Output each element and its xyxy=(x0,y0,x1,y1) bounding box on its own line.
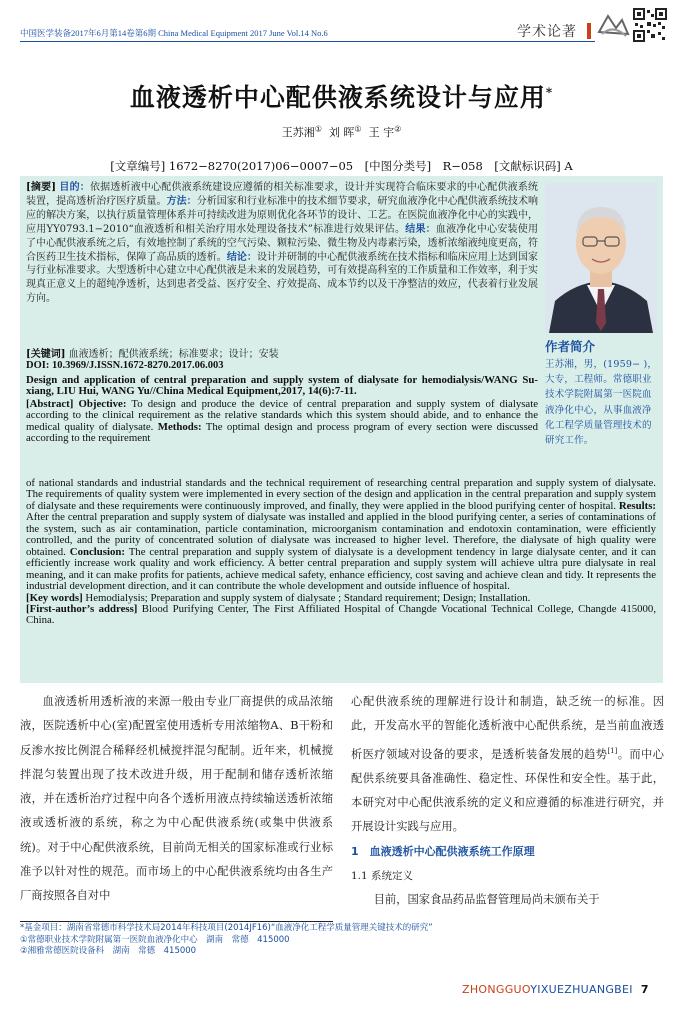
article-title: 血液透析中心配供液系统设计与应用* xyxy=(129,83,554,112)
qr-code-icon xyxy=(633,8,667,42)
journal-name-part: YIXUEZHUANGBEI xyxy=(530,983,633,996)
section-heading: 1 血液透析中心配供液系统工作原理 xyxy=(351,844,535,858)
author-intro-heading: 作者简介 xyxy=(545,339,596,354)
subsection-heading: 1.1 系统定义 xyxy=(351,869,414,882)
author-name: 刘 晖 xyxy=(328,126,355,139)
footnote-funding: *基金项目：湖南省常德市科学技术局2014年科技项目(2014JF16)“血液净化工程学质量管理关键技术的研究” xyxy=(20,923,433,933)
journal-logo-icon xyxy=(596,12,630,40)
first-author-address: [First-author’s address] Blood Purifying Center, The First Affiliated Hospital of Changde Vocational Technical College, Changde 415000, China. xyxy=(26,602,657,627)
footnote-affiliation: ①常德职业技术学院附属第一医院血液净化中心 湖南 常德 415000 xyxy=(20,934,290,945)
body-paragraph: 血液透析用透析液的来源一般由专业厂商提供的成品浓缩液，医院透析中心(室)配置室使用透析专用浓缩物A、B干粉和反渗水按比例混合稀释经机械搅拌混匀配制。近年来，机械搅拌混匀装置出现了技术改进升级，用于配制和储存透析浓缩液，并在透析治疗过程中向各个透析用液点持续输送透析浓缩液或透析液的系统，称之为中心配供液系统(或集中供液系统)。对于中心配供液系统，目前尚无相关的国家标准或行业标准予以针对性的规范。而市场上的中心配供液系统均由各生产厂商按照各自对中 xyxy=(20,695,333,903)
running-header: 中国医学装备2017年6月第14卷第6期 China Medical Equipment 2017 June Vol.14 No.6 xyxy=(20,28,328,38)
doi: DOI: 10.3969/J.ISSN.1672-8270.2017.06.003 xyxy=(26,360,224,371)
english-keywords: [Key words] Hemodialysis; Preparation and supply system of dialysate ; Standard requirement; Design; Installation. xyxy=(26,591,531,604)
body-paragraph: 目前，国家食品药品监督管理局尚未颁布关于 xyxy=(373,893,600,907)
author-name: 王苏湘 xyxy=(281,126,315,139)
page-number: 7 xyxy=(640,983,649,996)
journal-name-part: ZHONGGUO xyxy=(462,983,531,996)
chinese-keywords: [关键词] 血液透析；配供液系统；标准要求；设计；安装 xyxy=(26,349,279,360)
article-meta: [文章编号] 1672−8270(2017)06−0007−05 [中图分类号] R−058 [文献标识码] A xyxy=(110,159,573,173)
body-column-left xyxy=(20,690,333,909)
methods-continued: of national standards and industrial standards and the technical requirement of researching central preparation and supply system of dialysate. The requirements of quality system were implemented in every section of the design and application in the central preparation and supply system of dialysate and these requirements were continuously improved, and finally, they were applied in the blood purifying center of hospital. xyxy=(26,477,656,512)
author-intro-text: 王苏湘，男，(1959− )，大专，工程师。常德职业技术学院附属第一医院血液净化中心，从事血液净化工程学质量管理技术的研究工作。 xyxy=(545,359,658,447)
body-paragraph: 心配供液系统的理解进行设计和制造，缺乏统一的标准。因此，开发高水平的智能化透析液中心配供系统，是当前血液透析医疗领域对设备的要求，是透析装备发展的趋势[1]。而中心配供系统要具备准确性、稳定性、环保性和安全性。基于此，本研究对中心配供液系统的定义和应遵循的标准进行研究，并开展设计实践与应用。 xyxy=(351,695,664,834)
reference-mark: [1] xyxy=(607,746,618,755)
footnote-affiliation: ②湘雅常德医院设备科 湖南 常德 415000 xyxy=(20,946,197,956)
author-photo xyxy=(545,183,657,333)
section-label: 学术论著 xyxy=(517,24,577,40)
footnote-rule xyxy=(20,921,333,922)
author-list: 王苏湘① 刘 晖① 王 宇② xyxy=(281,124,402,139)
chinese-abstract: [摘要] 目的：依据透析液中心配供液系统建设应遵循的相关标准要求，设计并实现符合临床要求的中心配供液系统装置，提高透析治疗医疗质量。方法：分析国家和行业标准中的技术细节要求，研究血液净化中心配供液系统技术响应的解决方案，以执行质量管理体系并可持续改进为原则优化各环节的设计、工艺。在医院血液净化中心的实践中，应用YY0793.1−2010“血液透析和相关治疗用水处理设备技术”标准进行效果评估。结果：血液净化中心安装使用了中心配供液系统之后，有效地控制了系统的空气污染、颗粒污染、微生物及内毒素污染，透析浓缩液纯度更高，符合医药卫生技术指标，保障了高品质的透析。结论：设计并研制的中心配供液系统在技术指标和临床应用上达到国家与行业标准要求。大型透析中心建立中心配供液是未来的发展趋势，可有效提高科室的工作质量和工作效率，利于实现真正意义上的超纯净透析，达到患者受益、医疗安全、疗效提高、成本节约以及干净整洁的效应，代表着行业发展方向。 xyxy=(26,182,539,305)
english-abstract: Design and application of central preparation and supply system of dialysate for hemodialysis/WANG Su-xiang, LIU Hui, WANG Yu//China Medical Equipment,2017, 14(6):7-11. [Abstract] Objective: To design and produce the device of central preparation and supply system of dialysate according to the clinical requirement as the relative standards which this system should abide, and to enhance the medical quality of dialysate. Methods: The optimal design and process program of every section were discussed according to the requirement xyxy=(26,374,539,445)
citation: Design and application of central preparation and supply system of dialysate for hemodialysis/WANG Su-xiang, LIU Hui, WANG Yu//China Medical Equipment,2017, 14(6):7-11. xyxy=(26,374,538,398)
header-rule xyxy=(20,41,595,42)
page-footer xyxy=(462,983,649,996)
english-abstract-continued: of national standards and industrial standards and the technical requirement of researching central preparation and supply system of dialysate. The requirements of quality system were implemented in every section of the design and application in the central preparation and supply system of dialysate and these requirements were continuously improved, and finally, they were applied in the blood purifying center of hospital. Results: After the central preparation and supply system of dialysate was installed and applied in the blood purifying center, a series of contaminations of the system, such as air contamination, particle contamination, microorganism contamination and endotoxin contamination, were efficiently controlled, and the purity of concentrated solution of dialysate was increased to higher level. Therefore, the dialysate of high quality were obtained. Conclusion: The central preparation and supply system of dialysate is a development tendency in large dialysate center, and it can efficiently increase work quality and work efficiency. A better central preparation and supply system will achieve ultra pure dialysate in real meaning, and it can make profits for patients, achieve medical safety, enhance efficiency, cost saving and achieve clean and tidy. It represents the industrial development direction, and it can contribute the whole development and outside influence of hospital. [Key words] Hemodialysis; Preparation and supply system of dialysate ; Standard requirement; Design; Installation. [First-author’s address] Blood Purifying Center, The First Affiliated Hospital of Changde Vocational Technical College, Changde 415000, China. xyxy=(26,477,657,627)
section-marker xyxy=(587,23,591,39)
footnotes xyxy=(20,923,580,958)
body-column-right xyxy=(351,690,664,912)
author-name: 王 宇 xyxy=(368,126,395,139)
